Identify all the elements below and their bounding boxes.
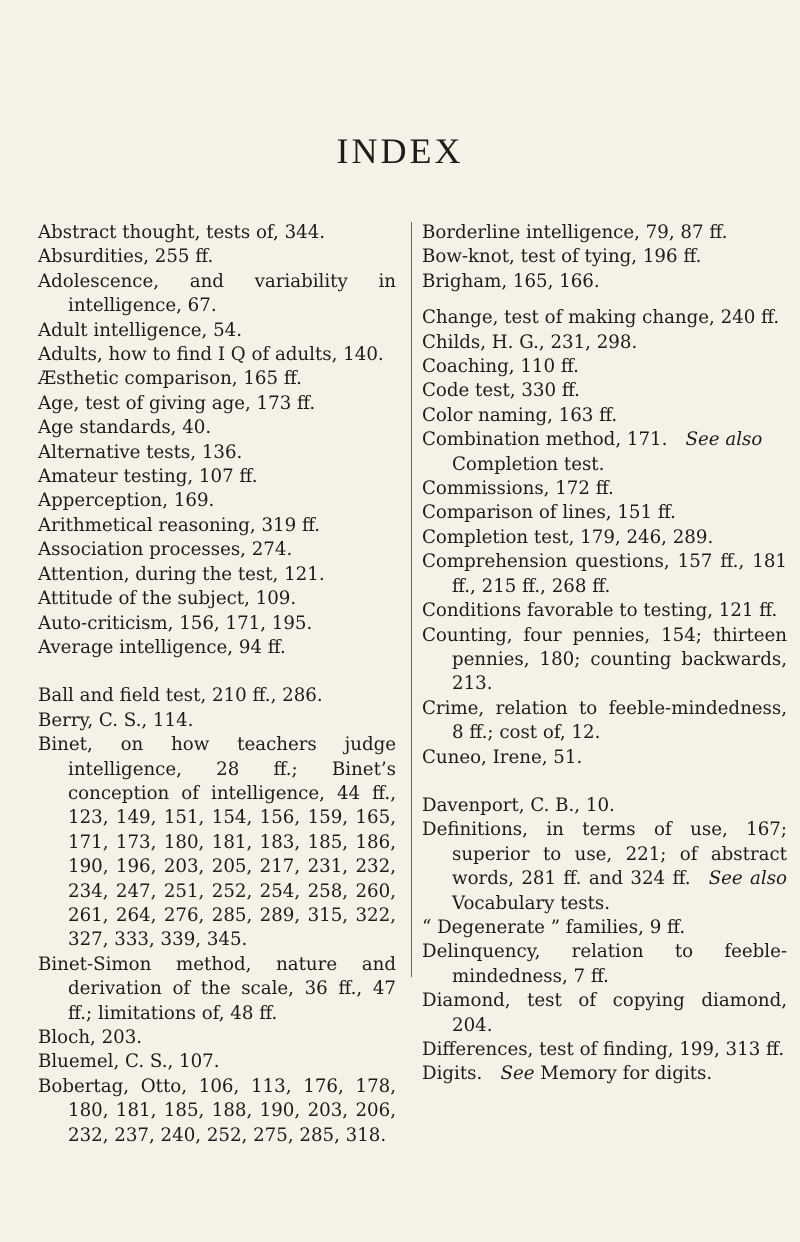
- cross-reference: Completion test.: [452, 453, 605, 475]
- index-entry: Cuneo, Irene, 51.: [422, 746, 583, 768]
- see-label: See: [500, 1063, 535, 1085]
- entry-text: Digits.: [422, 1063, 483, 1085]
- index-entry: Comparison of lines, 151 ff.: [422, 502, 676, 524]
- index-entry: Bluemel, C. S., 107.: [38, 1051, 220, 1073]
- column-divider: [411, 222, 412, 977]
- index-entry: Age, test of giving age, 173 ff.: [38, 392, 316, 414]
- index-entry: Ball and field test, 210 ff., 286.: [38, 685, 323, 707]
- index-entry: Berry, C. S., 114.: [38, 709, 194, 731]
- index-entry: Æsthetic comparison, 165 ff.: [38, 368, 302, 390]
- index-entry: Amateur testing, 107 ff.: [38, 466, 258, 488]
- right-column: [422, 221, 787, 1087]
- index-entry: [422, 818, 787, 916]
- index-entry: Coaching, 110 ff.: [422, 356, 579, 378]
- index-entry: Alternative tests, 136.: [38, 441, 243, 463]
- letter-gap: [422, 770, 787, 794]
- index-entry: Commissions, 172 ff.: [422, 478, 614, 500]
- index-entry: Binet, on how teachers judge intelligence, 28 ff.; Binet’s conception of intelligence, 44 ff., 123, 149, 151, 154, 156, 159, 165, 171, 173, 180, 181, 183, 185, 186, 190, 196, 203, 205, 217, 231, 232, 234, 247, 251, 252, 254, 258, 260, 261, 264, 276, 285, 289, 315, 322, 327, 333, 339, 345.: [38, 734, 396, 951]
- letter-gap: [422, 294, 787, 306]
- index-entry: Conditions favorable to testing, 121 ff.: [422, 600, 778, 622]
- entry-text: Combination method, 171.: [422, 429, 668, 451]
- index-entry: Code test, 330 ff.: [422, 380, 580, 402]
- index-entry: Crime, relation to feeble-mindedness, 8 ff.; cost of, 12.: [422, 697, 787, 744]
- cross-reference: Vocabulary tests.: [452, 892, 611, 914]
- index-entry: Completion test, 179, 246, 289.: [422, 526, 714, 548]
- left-column: [38, 221, 396, 1148]
- index-entry: Change, test of making change, 240 ff.: [422, 307, 780, 329]
- index-entry: Abstract thought, tests of, 344.: [38, 222, 326, 243]
- index-entry: Binet-Simon method, nature and derivation of the scale, 36 ff., 47 ff.; limitations of, 48 ff.: [38, 953, 396, 1024]
- index-entry: Color naming, 163 ff.: [422, 404, 618, 426]
- index-entry: Delinquency, relation to feeble-mindedness, 7 ff.: [422, 941, 787, 987]
- index-entry: “ Degenerate ” families, 9 ff.: [422, 916, 686, 938]
- index-entry: Diamond, test of copying diamond, 204.: [422, 990, 787, 1036]
- index-entry: Average intelligence, 94 ff.: [38, 636, 286, 658]
- index-entry: Absurdities, 255 ff.: [38, 246, 214, 268]
- index-entry: [422, 428, 787, 477]
- index-entry: Apperception, 169.: [38, 490, 215, 512]
- index-entry: Adolescence, and variability in intelligence, 67.: [38, 270, 396, 317]
- index-entry: Bobertag, Otto, 106, 113, 176, 178, 180, 181, 185, 188, 190, 203, 206, 232, 237, 240, 252, 275, 285, 318.: [38, 1075, 396, 1146]
- index-entry: Adult intelligence, 54.: [38, 319, 243, 341]
- see-also-label: See also: [708, 868, 787, 890]
- cross-reference: Memory for digits.: [540, 1063, 713, 1085]
- index-entry: Brigham, 165, 166.: [422, 270, 600, 292]
- index-entry: Davenport, C. B., 10.: [422, 794, 615, 816]
- index-entry: Adults, how to find I Q of adults, 140.: [38, 344, 384, 366]
- index-entry: Arithmetical reasoning, 319 ff.: [38, 514, 321, 536]
- index-entry: Counting, four pennies, 154; thirteen pennies, 180; counting backwards, 213.: [422, 624, 787, 695]
- index-entry: Bloch, 203.: [38, 1027, 143, 1048]
- entry-text: Definitions, in terms of use, 167; superior to use, 221; of abstract words, 281 ff. and 324 ff.: [422, 819, 787, 890]
- index-entry: Borderline intelligence, 79, 87 ff.: [422, 222, 728, 243]
- see-also-label: See also: [685, 429, 763, 451]
- index-entry: Attitude of the subject, 109.: [38, 588, 297, 610]
- index-entry: Auto-criticism, 156, 171, 195.: [38, 612, 313, 634]
- letter-gap: [38, 660, 396, 684]
- index-entry: Differences, test of finding, 199, 313 ff.: [422, 1039, 785, 1060]
- index-entry: Bow-knot, test of tying, 196 ff.: [422, 246, 702, 268]
- index-entry: Association processes, 274.: [38, 539, 293, 561]
- page-title: INDEX: [336, 131, 464, 171]
- index-entry: [422, 1062, 787, 1086]
- index-entry: Comprehension questions, 157 ff., 181 ff., 215 ff., 268 ff.: [422, 551, 787, 597]
- index-entry: Attention, during the test, 121.: [38, 563, 325, 585]
- index-entry: Childs, H. G., 231, 298.: [422, 331, 638, 353]
- index-entry: Age standards, 40.: [38, 417, 212, 439]
